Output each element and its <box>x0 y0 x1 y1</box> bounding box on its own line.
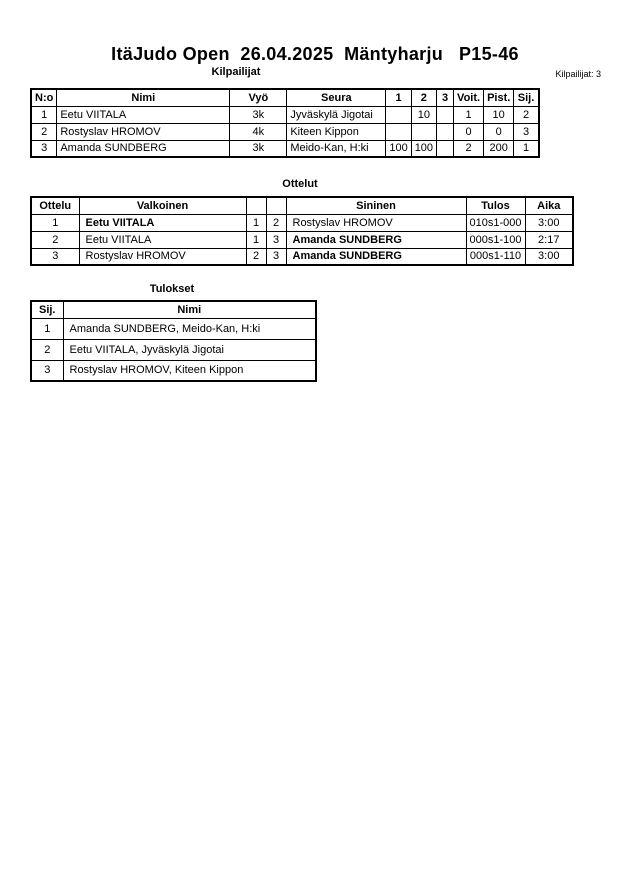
column-header: Valkoinen <box>79 197 246 214</box>
table-row <box>31 360 316 381</box>
column-header: Nimi <box>57 89 230 106</box>
column-header: Seura <box>287 89 386 106</box>
table-cell: 3 <box>31 140 57 157</box>
table-row <box>31 339 316 360</box>
table-cell: 0 <box>454 123 484 140</box>
column-header: 3 <box>437 89 454 106</box>
table-row <box>31 106 539 123</box>
table-cell: 100 <box>386 140 411 157</box>
table-cell <box>386 123 411 140</box>
table-cell: 3 <box>31 360 63 381</box>
table-row <box>31 318 316 339</box>
table-cell: 2 <box>31 231 79 248</box>
table-cell: Amanda SUNDBERG, Meido-Kan, H:ki <box>63 318 316 339</box>
table-header-row <box>31 89 539 106</box>
table-cell: 2 <box>31 339 63 360</box>
table-cell: 1 <box>31 106 57 123</box>
table-cell: Kiteen Kippon <box>287 123 386 140</box>
column-header: Sininen <box>286 197 466 214</box>
table-cell: 3 <box>266 231 286 248</box>
column-header: 2 <box>411 89 436 106</box>
table-cell: 10 <box>484 106 514 123</box>
table-cell: 1 <box>31 214 79 231</box>
table-row <box>31 123 539 140</box>
table-cell: Rostyslav HROMOV <box>286 214 466 231</box>
table-cell: 000s1-100 <box>466 231 525 248</box>
table-row <box>31 231 573 248</box>
section-title-competitors: Kilpailijat <box>211 66 261 78</box>
table-cell: 3:00 <box>525 214 573 231</box>
column-header <box>246 197 266 214</box>
results-table <box>30 300 317 382</box>
table-header-row <box>31 197 573 214</box>
column-header: Sij. <box>31 301 63 318</box>
table-cell: 1 <box>246 214 266 231</box>
table-cell: 3 <box>31 248 79 265</box>
column-header: Sij. <box>514 89 539 106</box>
table-cell: Amanda SUNDBERG <box>286 248 466 265</box>
table-cell: 1 <box>514 140 539 157</box>
table-cell: 1 <box>454 106 484 123</box>
table-cell: 100 <box>411 140 436 157</box>
column-header: Ottelu <box>31 197 79 214</box>
column-header <box>266 197 286 214</box>
table-cell: 4k <box>230 123 287 140</box>
table-cell: 2 <box>454 140 484 157</box>
table-row <box>31 214 573 231</box>
table-cell: 1 <box>246 231 266 248</box>
table-cell: 3k <box>230 140 287 157</box>
column-header: Tulos <box>466 197 525 214</box>
column-header: Pist. <box>484 89 514 106</box>
table-cell: 3 <box>514 123 539 140</box>
table-cell: Eetu VIITALA <box>79 231 246 248</box>
table-cell: 010s1-000 <box>466 214 525 231</box>
column-header: Aika <box>525 197 573 214</box>
table-cell: Amanda SUNDBERG <box>286 231 466 248</box>
section-title-results: Tulokset <box>149 283 195 295</box>
table-cell: 3k <box>230 106 287 123</box>
table-cell: Rostyslav HROMOV <box>57 123 230 140</box>
column-header: Voit. <box>454 89 484 106</box>
section-title-matches: Ottelut <box>282 178 318 190</box>
table-cell: Rostyslav HROMOV, Kiteen Kippon <box>63 360 316 381</box>
table-cell: 2 <box>31 123 57 140</box>
table-cell <box>386 106 411 123</box>
table-cell: Eetu VIITALA, Jyväskylä Jigotai <box>63 339 316 360</box>
table-cell <box>437 140 454 157</box>
table-cell: 1 <box>31 318 63 339</box>
table-header-row <box>31 301 316 318</box>
table-row <box>31 248 573 265</box>
table-cell: Eetu VIITALA <box>79 214 246 231</box>
table-cell: 2 <box>514 106 539 123</box>
table-cell: 2:17 <box>525 231 573 248</box>
column-header: Vyö <box>230 89 287 106</box>
table-cell: 200 <box>484 140 514 157</box>
table-cell: Amanda SUNDBERG <box>57 140 230 157</box>
page-title: ItäJudo Open 26.04.2025 Mäntyharju P15-46 <box>111 44 519 64</box>
table-cell: Jyväskylä Jigotai <box>287 106 386 123</box>
table-cell: 2 <box>266 214 286 231</box>
table-cell: 10 <box>411 106 436 123</box>
table-cell: 000s1-110 <box>466 248 525 265</box>
table-cell <box>437 106 454 123</box>
table-cell: 2 <box>246 248 266 265</box>
table-cell: 3:00 <box>525 248 573 265</box>
matches-table <box>30 196 574 266</box>
competitors-count: Kilpailijat: 3 <box>555 69 601 79</box>
table-cell: 0 <box>484 123 514 140</box>
column-header: 1 <box>386 89 411 106</box>
table-row <box>31 140 539 157</box>
table-cell: 3 <box>266 248 286 265</box>
table-cell: Eetu VIITALA <box>57 106 230 123</box>
table-cell: Meido-Kan, H:ki <box>287 140 386 157</box>
table-cell <box>411 123 436 140</box>
column-header: Nimi <box>63 301 316 318</box>
column-header: N:o <box>31 89 57 106</box>
table-cell: Rostyslav HROMOV <box>79 248 246 265</box>
table-cell <box>437 123 454 140</box>
competitors-table <box>30 88 540 158</box>
